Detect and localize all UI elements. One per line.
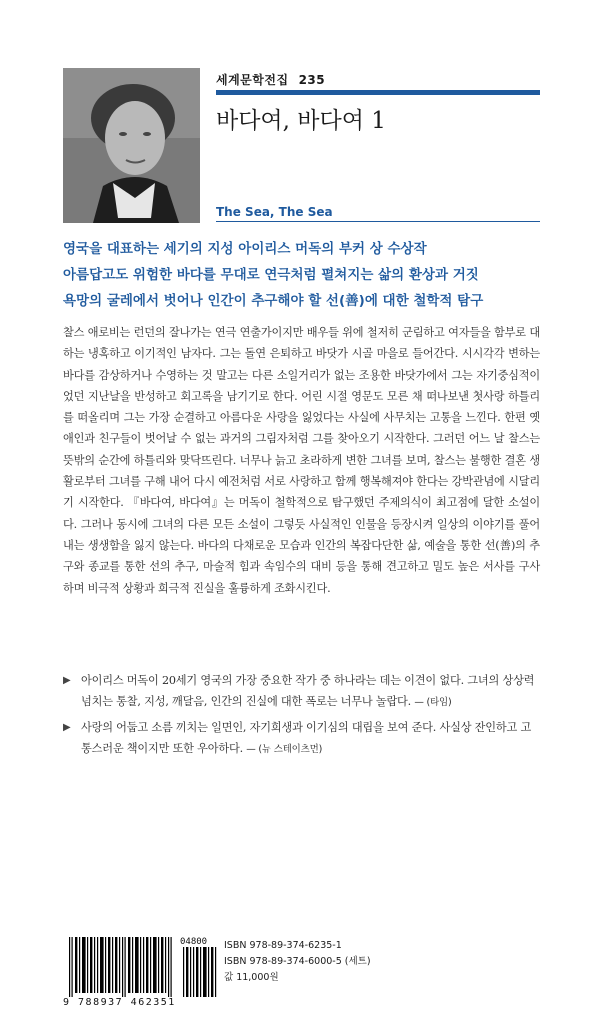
review-quote xyxy=(63,717,540,761)
series-label xyxy=(216,71,325,88)
title-bar-divider xyxy=(216,90,540,95)
barcode-addon-digits: 04800 xyxy=(180,937,208,947)
isbn-block xyxy=(224,938,371,986)
subtitle-divider xyxy=(216,221,540,222)
quote-source: — (뉴 스테이츠먼) xyxy=(246,743,323,755)
quote-source: — (타임) xyxy=(414,697,452,709)
quote-text: 아이리스 머독이 20세기 영국의 가장 중요한 작가 중 하나라는 데는 이견이 없다. 그녀의 상상력 넘치는 통찰, 지성, 깨달음, 인간의 진실에 대한 폭로는 너무나 놀랍다. xyxy=(81,674,535,709)
series-name: 세계문학전집 xyxy=(216,73,289,87)
barcode-digits: 9 788937 462351 xyxy=(63,997,176,1008)
book-subtitle: The Sea, The Sea xyxy=(216,205,333,219)
review-quote xyxy=(63,670,540,714)
triangle-bullet-icon: ▶ xyxy=(63,675,71,686)
book-title: 바다여, 바다여 1 xyxy=(216,108,386,134)
review-quotes xyxy=(63,670,540,763)
triangle-bullet-icon: ▶ xyxy=(63,721,71,733)
tagline: 욕망의 굴레에서 벗어나 인간이 추구해야 할 선(善)에 대한 철학적 탐구 xyxy=(63,293,484,309)
synopsis: 찰스 애로비는 런던의 잘나가는 연극 연출가이지만 배우들 위에 철저히 군림하고 여자들을 함부로 대하는 냉혹하고 이기적인 남자다. 그는 돌연 은퇴하고 바닷가 시골 마을로 들어간다. 시시각각 변하는 바다를 감상하거나 수영하는 것 말고는 다른 소일거리가 없는 조용한 바닷가에서 그는 자기중심적이었던 지난날을 반성하고 회고록을 남기기로 한다. 어린 시절 영문도 모른 채 떠나보낸 첫사랑 하틀리를 떠올리며 그는 가장 순결하고 아름다운 사랑을 잃었다는 사실에 사무치는 고통을 느낀다. 한편 옛 애인과 친구들이 벗어날 수 없는 과거의 그림자처럼 그를 찾아오기 시작한다. 그러던 어느 날 찰스는 뜻밖의 순간에 하틀리와 맞닥뜨린다. 너무나 늙고 초라하게 변한 그녀를 보며, 찰스는 불행한 결혼 생활로부터 그녀를 구해 내어 다시 예전처럼 서로 사랑하고 함께 행복해져야 한다는 강박관념에 시달리기 시작한다. 『바다여, 바다여』는 머독이 철학적으로 탐구했던 주제의식이 최고점에 달한 소설이다. 그러나 동시에 그녀의 다른 모든 소설이 그렇듯 사실적인 인물을 등장시켜 일상의 이야기를 풀어내는 생생함을 잃지 않는다. 바다의 다채로운 모습과 인간의 복잡다단한 삶, 예술을 통한 선(善)의 추구와 종교를 통한 선의 추구, 마술적 힘과 속임수의 대비 등을 통해 견고하고 밀도 높은 서사를 구사하며 비극적 상황과 희극적 진실을 훌륭하게 조화시킨다. xyxy=(63,326,540,595)
author-portrait xyxy=(63,68,200,223)
taglines xyxy=(63,236,543,314)
tagline: 아름답고도 위험한 바다를 무대로 연극처럼 펼쳐지는 삶의 환상과 거짓 xyxy=(63,267,479,283)
isbn-set-line: ISBN 978-89-374-6000-5 (세트) xyxy=(224,956,371,967)
series-number: 235 xyxy=(298,73,326,87)
tagline: 영국을 대표하는 세기의 지성 아이리스 머독의 부커 상 수상작 xyxy=(63,241,427,257)
price: 값 11,000원 xyxy=(224,972,279,983)
isbn-line: ISBN 978-89-374-6235-1 xyxy=(224,940,342,951)
quote-text: 사랑의 어둡고 소름 끼치는 일면인, 자기희생과 이기심의 대립을 보여 준다. 사실상 잔인하고 고통스러운 책이지만 또한 우아하다. xyxy=(81,720,532,755)
